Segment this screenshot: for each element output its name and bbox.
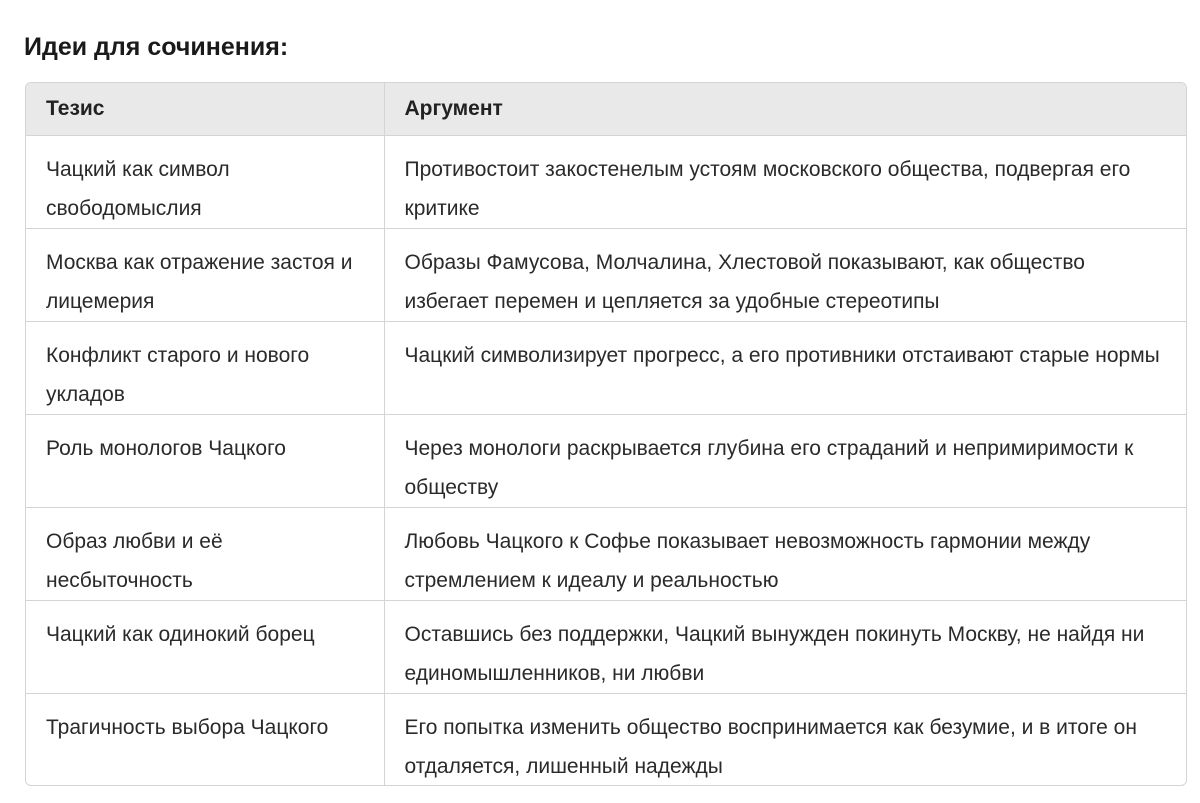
table-row: [26, 508, 1186, 601]
thesis-cell: Чацкий как символ свободомыслия: [26, 136, 384, 229]
table-row: [26, 415, 1186, 508]
ideas-table-container: [25, 82, 1187, 786]
argument-cell: Чацкий символизирует прогресс, а его противники отстаивают старые нормы: [384, 322, 1186, 415]
argument-cell: Любовь Чацкого к Софье показывает невозможность гармонии между стремлением к идеалу и реальностью: [384, 508, 1186, 601]
column-header-argument: Аргумент: [384, 83, 1186, 136]
ideas-table: [26, 83, 1186, 786]
header-row: [26, 83, 1186, 136]
argument-cell: Противостоит закостенелым устоям московского общества, подвергая его критике: [404, 158, 1131, 220]
argument-cell: Его попытка изменить общество воспринимается как безумие, и в итоге он отдаляется, лишенный надежды: [384, 694, 1186, 787]
column-header-thesis: Тезис: [26, 83, 384, 136]
table-body: [26, 136, 1186, 787]
argument-cell: Образы Фамусова, Молчалина, Хлестовой показывают, как общество избегает перемен и цепляется за удобные стереотипы: [384, 229, 1186, 322]
table-header: [26, 83, 1186, 136]
table-row: [26, 322, 1186, 415]
table-row: [26, 229, 1186, 322]
thesis-cell: Роль монологов Чацкого: [26, 415, 384, 508]
table-row: [26, 136, 1186, 229]
page-title: Идеи для сочинения:: [24, 33, 289, 61]
thesis-cell: Трагичность выбора Чацкого: [26, 694, 384, 787]
thesis-cell: Москва как отражение застоя и лицемерия: [26, 229, 384, 322]
argument-cell: Оставшись без поддержки, Чацкий вынужден покинуть Москву, не найдя ни единомышленников, ни любви: [384, 601, 1186, 694]
thesis-cell: Образ любви и её несбыточность: [26, 508, 384, 601]
thesis-cell: Чацкий как одинокий борец: [26, 601, 384, 694]
thesis-cell: Конфликт старого и нового укладов: [26, 322, 384, 415]
table-row: [26, 694, 1186, 787]
argument-cell: Через монологи раскрывается глубина его страданий и непримиримости к обществу: [384, 415, 1186, 508]
table-row: [26, 601, 1186, 694]
